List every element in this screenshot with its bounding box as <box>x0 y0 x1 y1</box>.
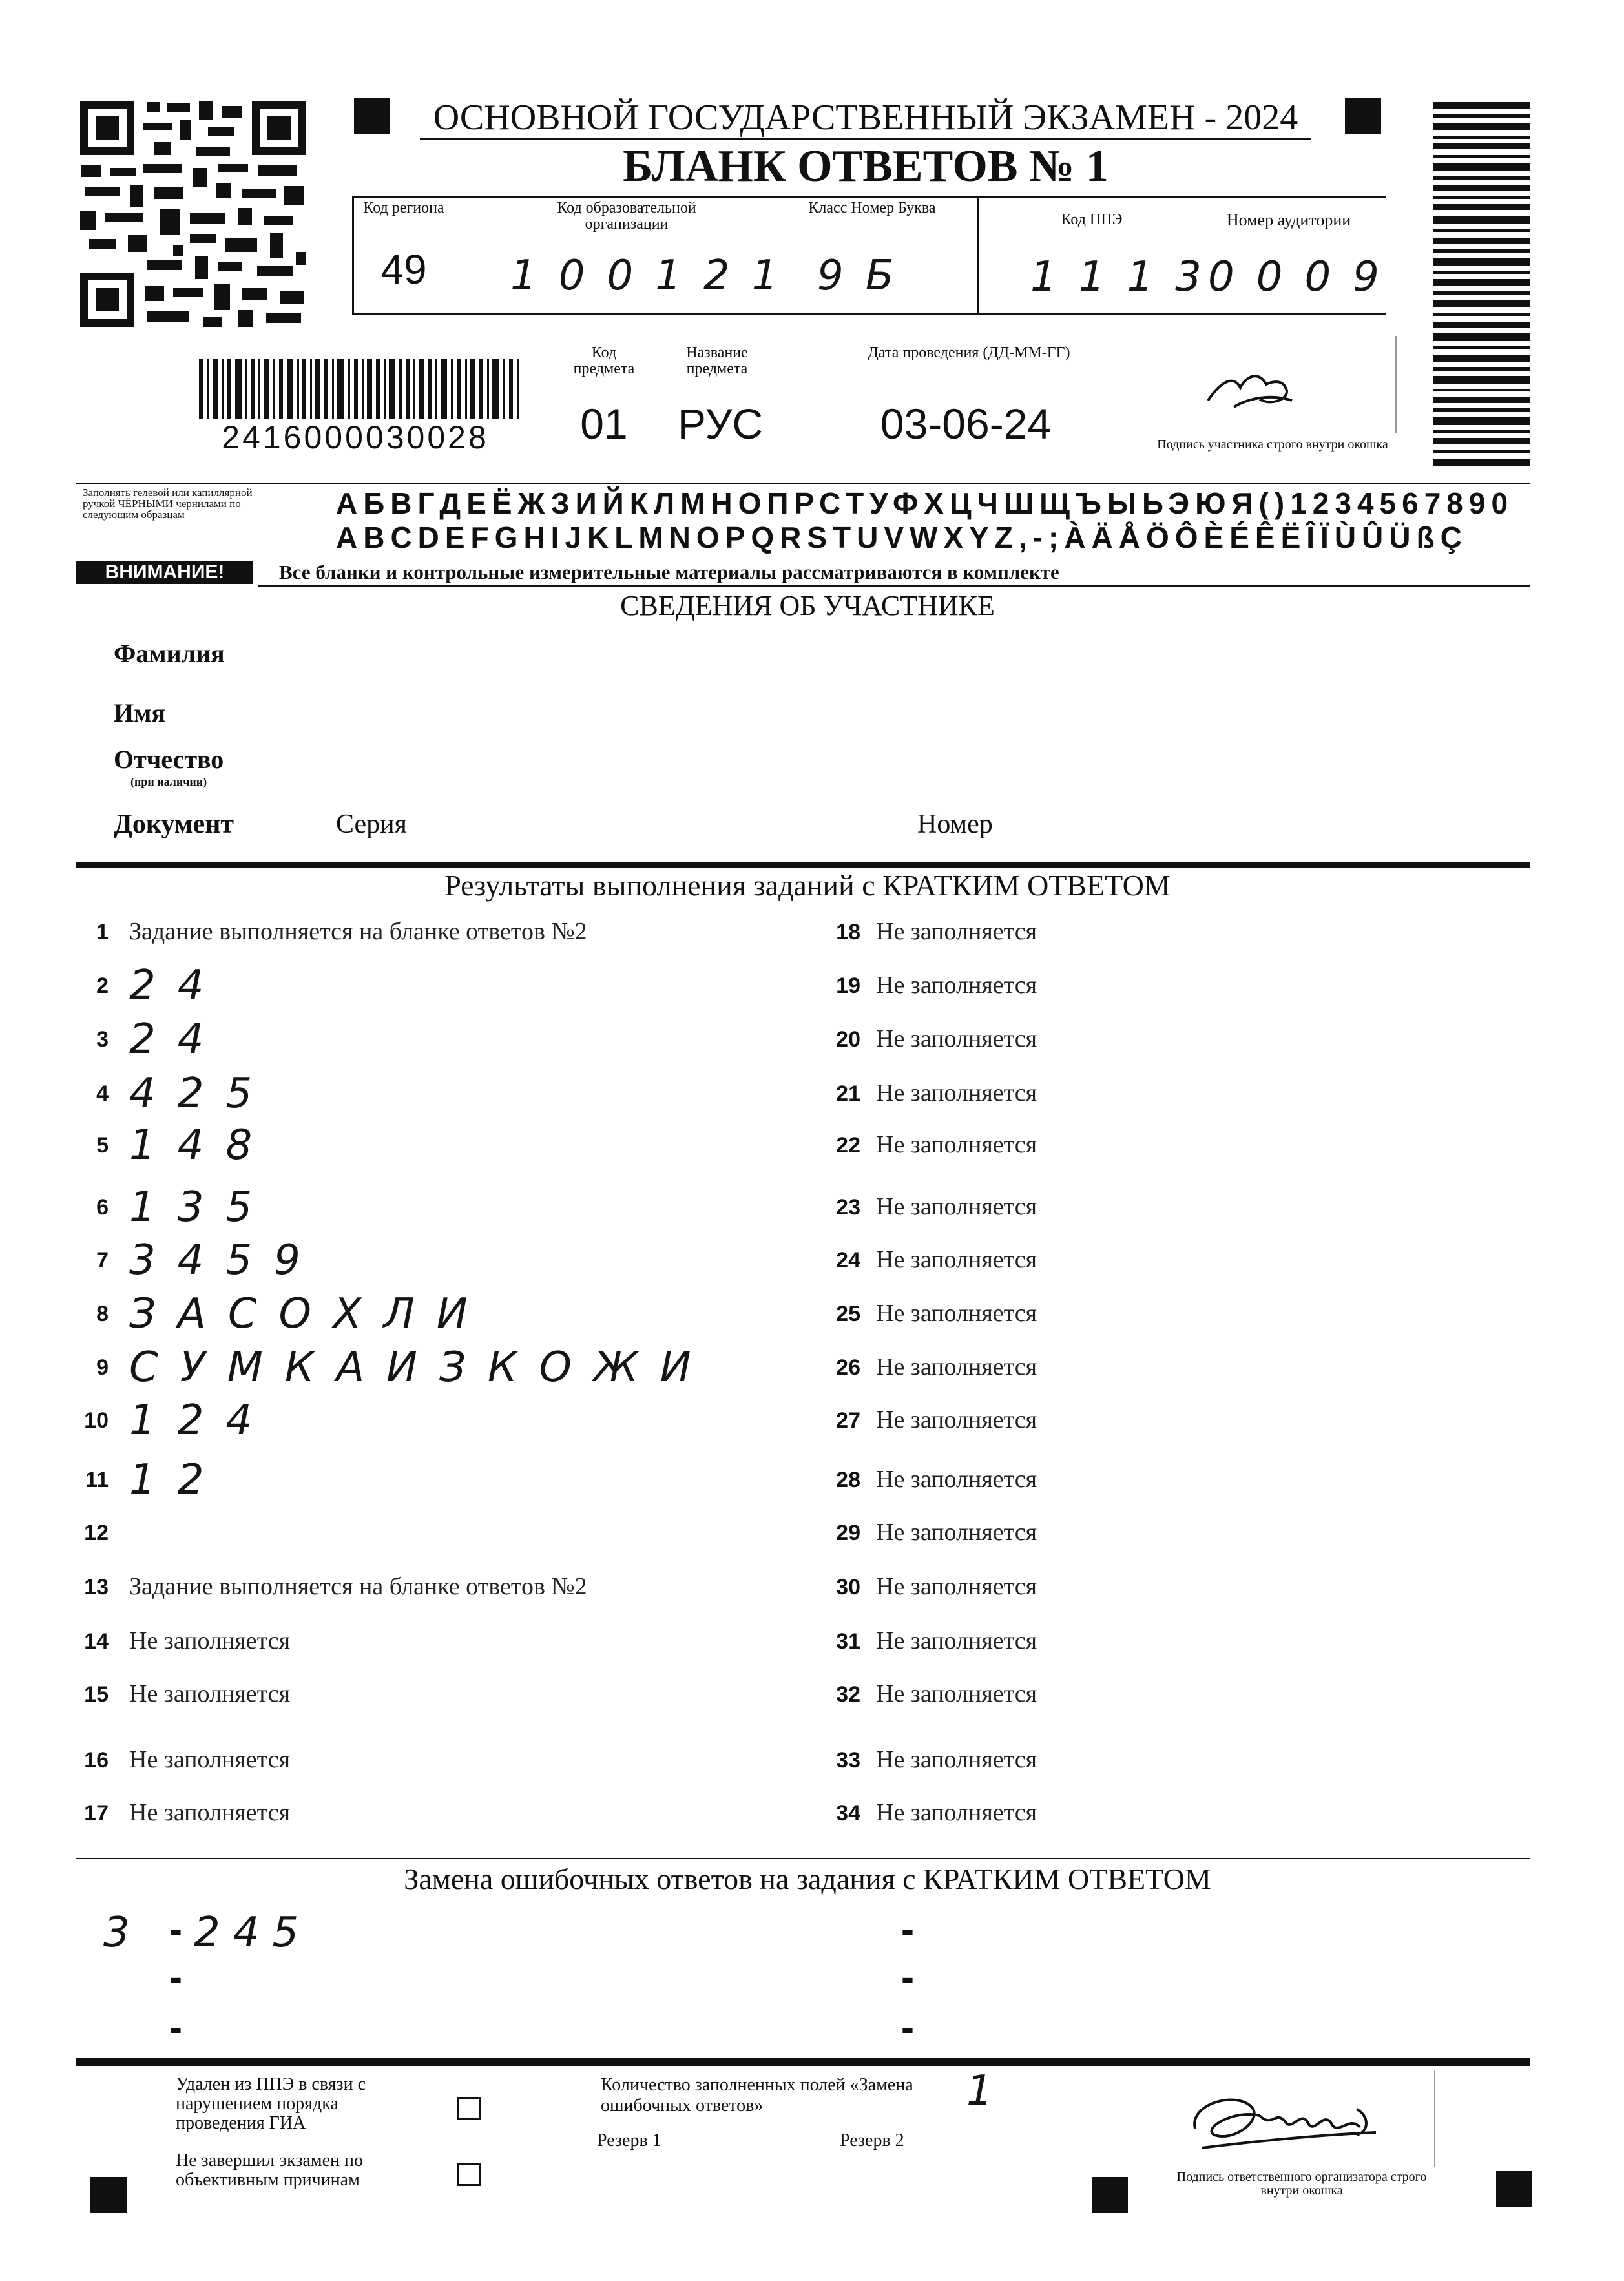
answer-static-text: Не заполняется <box>876 1246 1037 1273</box>
answer-field[interactable]: 135 <box>129 1183 275 1231</box>
answer-field[interactable] <box>129 908 646 953</box>
answer-number: 13 <box>84 1575 109 1599</box>
answer-number: 2 <box>96 974 109 998</box>
answer-number: 12 <box>84 1521 109 1545</box>
answer-field[interactable] <box>129 1618 646 1663</box>
answer-number: 10 <box>84 1408 109 1433</box>
answer-static-text: Не заполняется <box>876 1353 1037 1380</box>
answer-number: 30 <box>836 1575 860 1599</box>
name-label: Имя <box>114 698 165 727</box>
answer-number: 14 <box>84 1629 109 1654</box>
answer-field[interactable]: 24 <box>129 1016 226 1063</box>
organizer-signature-caption: Подпись ответственного организатора строго внутри окошка <box>1176 2170 1427 2198</box>
answer-field[interactable]: 124 <box>129 1397 275 1444</box>
org-code-label: Код образовательной организации <box>557 200 696 233</box>
replacement-task-number: 3 <box>103 1909 152 1957</box>
patronymic-note: (при наличии) <box>130 775 207 788</box>
answer-field[interactable]: СУМКАИЗКОЖИ <box>129 1344 713 1391</box>
answer-field[interactable]: ЗАСОХЛИ <box>129 1290 490 1338</box>
replacement-count-value: 1 <box>966 2067 1015 2115</box>
warning-underline <box>258 585 1530 587</box>
answer-static-text: Не заполняется <box>876 1193 1037 1220</box>
answer-number: 1 <box>96 920 109 944</box>
subject-name-label: Название предмета <box>686 344 748 377</box>
answer-number: 29 <box>836 1521 860 1545</box>
subject-code-label: Код предмета <box>573 344 635 377</box>
removed-label: Удален из ППЭ в связи с нарушением порядка проведения ГИА <box>176 2074 366 2133</box>
exam-date-value: 03-06-24 <box>880 400 1052 448</box>
room-label: Номер аудитории <box>1226 211 1351 229</box>
ppe-code-value: 1113 <box>1030 253 1223 301</box>
removed-checkbox[interactable] <box>457 2097 481 2120</box>
answer-number: 20 <box>836 1027 860 1052</box>
answer-number: 21 <box>836 1081 860 1106</box>
answer-field[interactable]: 3459 <box>129 1236 322 1284</box>
answer-static-text: Не заполняется <box>129 1799 291 1826</box>
answer-number: 15 <box>84 1682 109 1707</box>
replacement-dash: - <box>169 1955 182 1999</box>
answer-static-text: Не заполняется <box>876 1680 1037 1707</box>
answer-static-text: Не заполняется <box>876 1799 1037 1826</box>
replacement-section-title: Замена ошибочных ответов на задания с КРАТКИМ ОТВЕТОМ <box>404 1862 1211 1895</box>
answer-static-text: Не заполняется <box>876 1466 1037 1493</box>
answer-static-text: Не заполняется <box>129 1680 291 1707</box>
warning-label: ВНИМАНИЕ! <box>76 561 253 584</box>
answer-static-text: Не заполняется <box>129 1627 291 1654</box>
reserve-2-label: Резерв 2 <box>840 2130 904 2151</box>
not-finished-label: Не завершил экзамен по объективным причинам <box>176 2151 363 2190</box>
replacement-dash: - <box>169 2006 182 2049</box>
barcode-number: 2416000030028 <box>165 419 546 456</box>
answer-number: 17 <box>84 1801 109 1826</box>
codes-bottom-line <box>352 313 1386 315</box>
subject-name-value: РУС <box>677 400 764 448</box>
answer-number: 9 <box>96 1355 109 1380</box>
answer-number: 4 <box>96 1081 109 1106</box>
answer-static-text: Не заполняется <box>129 1746 291 1773</box>
reserve-1-label: Резерв 1 <box>597 2130 661 2151</box>
answer-field[interactable] <box>129 1789 646 1835</box>
answer-number: 11 <box>85 1468 109 1492</box>
document-label: Документ <box>114 809 234 839</box>
participant-signature-box[interactable] <box>1137 336 1397 433</box>
answer-number: 23 <box>836 1195 860 1220</box>
form-title: БЛАНК ОТВЕТОВ № 1 <box>623 141 1109 191</box>
corner-marker <box>354 98 390 134</box>
sample-top-line <box>76 483 1530 484</box>
answer-number: 24 <box>836 1248 860 1273</box>
answer-static-text: Не заполняется <box>876 1573 1037 1600</box>
side-barcode <box>1433 102 1530 470</box>
codes-top-line <box>352 196 1386 198</box>
answer-field[interactable]: 24 <box>129 962 226 1010</box>
answer-static-text: Не заполняется <box>876 1746 1037 1773</box>
warning-text: Все бланки и контрольные измерительные материалы рассматриваются в комплекте <box>279 561 1059 583</box>
exam-title: ОСНОВНОЙ ГОСУДАРСТВЕННЫЙ ЭКЗАМЕН - 2024 <box>433 98 1298 138</box>
region-code-value: 49 <box>380 246 427 293</box>
room-value: 0009 <box>1208 253 1401 301</box>
participant-signature-caption: Подпись участника строго внутри окошка <box>1157 437 1388 452</box>
answer-static-text: Не заполняется <box>876 1079 1037 1107</box>
answer-number: 18 <box>836 920 860 944</box>
class-value: 9Б <box>817 252 916 300</box>
organizer-signature <box>1163 2070 1434 2167</box>
codes-left-border <box>352 196 354 314</box>
answer-field[interactable]: 148 <box>129 1121 275 1169</box>
answer-static-text: Задание выполняется на бланке ответов №2 <box>129 918 587 945</box>
replacement-dash: - <box>901 1955 914 1999</box>
corner-marker <box>90 2177 127 2213</box>
org-code-value: 100121 <box>510 252 800 300</box>
answers-bottom-rule <box>76 1858 1530 1859</box>
answer-field[interactable] <box>129 1509 646 1554</box>
answer-field[interactable]: 425 <box>129 1070 275 1118</box>
corner-marker <box>1496 2171 1532 2207</box>
answer-number: 27 <box>836 1408 860 1433</box>
participant-signature <box>1137 336 1395 433</box>
surname-label: Фамилия <box>114 639 225 668</box>
patronymic-label: Отчество <box>114 745 224 774</box>
subject-code-value: 01 <box>580 400 628 448</box>
answer-static-text: Не заполняется <box>876 1406 1037 1433</box>
answer-field[interactable] <box>129 1671 646 1716</box>
answer-number: 3 <box>96 1027 109 1052</box>
answer-static-text: Не заполняется <box>876 918 1037 945</box>
organizer-signature-box[interactable] <box>1163 2070 1435 2167</box>
answer-number: 22 <box>836 1133 860 1158</box>
answer-number: 7 <box>96 1248 109 1273</box>
sample-row-cyrillic: АБВГДЕЁЖЗИЙКЛМНОПРСТУФХЦЧШЩЪЫЬЭЮЯ()1234567890 <box>336 486 1514 520</box>
replacement-answer: 245 <box>194 1909 312 1957</box>
answer-number: 34 <box>836 1801 860 1826</box>
sample-instruction: Заполнять гелевой или капиллярной ручкой ЧЁРНЫМИ чернилами по следующим образцам <box>83 486 253 521</box>
answer-field[interactable] <box>129 1736 646 1782</box>
answer-field[interactable]: 12 <box>129 1456 226 1504</box>
participant-section-title: СВЕДЕНИЯ ОБ УЧАСТНИКЕ <box>620 590 995 621</box>
answer-static-text: Не заполняется <box>876 1627 1037 1654</box>
answer-number: 26 <box>836 1355 860 1380</box>
answers-section-title: Результаты выполнения заданий с КРАТКИМ ОТВЕТОМ <box>444 869 1171 902</box>
exam-title-underline <box>420 138 1311 140</box>
ppe-code-label: Код ППЭ <box>1061 211 1123 228</box>
answer-static-text: Задание выполняется на бланке ответов №2 <box>129 1573 587 1600</box>
exam-date-label: Дата проведения (ДД-ММ-ГГ) <box>868 344 1070 361</box>
series-label: Серия <box>336 809 407 839</box>
codes-divider <box>977 196 979 314</box>
replacement-dash: - <box>901 2006 914 2049</box>
replacement-dash: - <box>901 1908 914 1951</box>
footer-top-rule <box>76 2058 1530 2066</box>
answer-number: 25 <box>836 1302 860 1326</box>
answer-number: 33 <box>836 1748 860 1773</box>
answer-static-text: Не заполняется <box>876 1131 1037 1158</box>
replacement-dash: - <box>169 1908 182 1951</box>
corner-marker <box>1345 98 1381 134</box>
region-code-label: Код региона <box>363 200 444 216</box>
answer-static-text: Не заполняется <box>876 1519 1037 1546</box>
answer-number: 5 <box>96 1133 109 1158</box>
replacement-count-label: Количество заполненных полей «Замена ошибочных ответов» <box>601 2075 913 2116</box>
sample-row-latin: ABCDEFGHIJKLMNOPQRSTUVWXYZ,-;ÀÄÅÖÔÈÉÊËÎÏÙÛÜßÇ <box>336 521 1468 554</box>
corner-marker <box>1092 2177 1128 2213</box>
answer-number: 32 <box>836 1682 860 1707</box>
answers-top-rule <box>76 862 1530 868</box>
answer-static-text: Не заполняется <box>876 972 1037 999</box>
answer-number: 28 <box>836 1468 860 1492</box>
qr-code <box>76 97 310 331</box>
answer-number: 6 <box>96 1195 109 1220</box>
answer-number: 16 <box>84 1748 109 1773</box>
number-label: Номер <box>917 809 993 839</box>
answer-field[interactable] <box>129 1563 646 1609</box>
answer-number: 8 <box>96 1302 109 1326</box>
class-label: Класс Номер Буква <box>808 200 936 216</box>
answer-number: 19 <box>836 974 860 998</box>
answer-number: 31 <box>836 1629 860 1654</box>
answer-static-text: Не заполняется <box>876 1025 1037 1052</box>
answer-static-text: Не заполняется <box>876 1300 1037 1327</box>
not-finished-checkbox[interactable] <box>457 2163 481 2186</box>
